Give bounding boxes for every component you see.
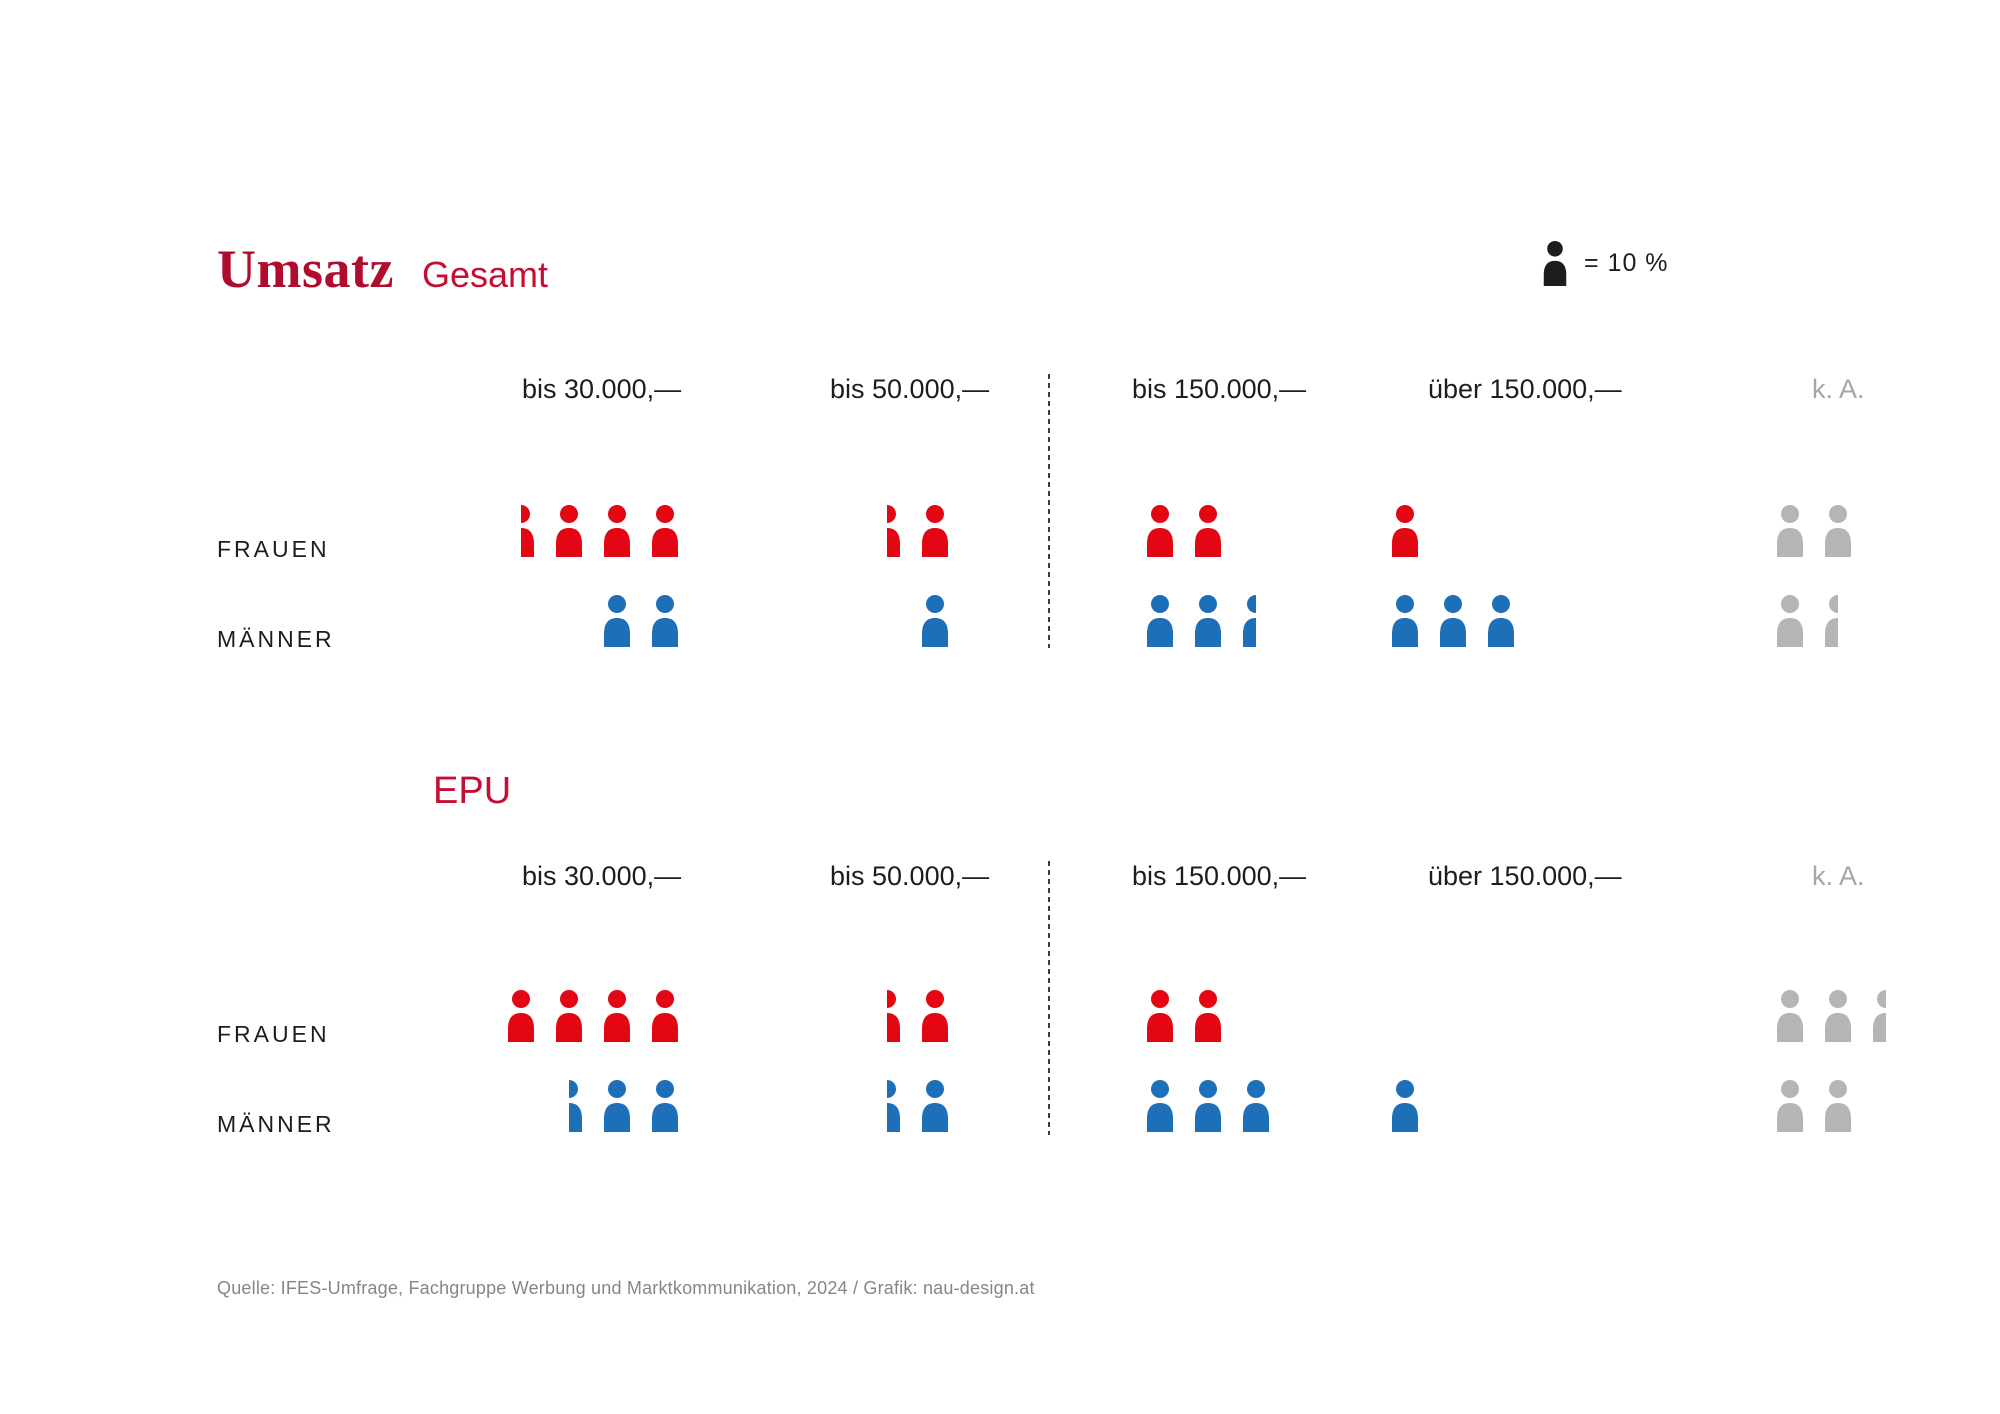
person-icon (1775, 505, 1805, 557)
pictogram-cell (1145, 990, 1223, 1042)
column-header-ueber-150000: über 150.000,— (1428, 861, 1622, 891)
person-icon (602, 595, 632, 647)
person-icon (1823, 990, 1853, 1042)
person-icon (1390, 1080, 1420, 1132)
person-icon (1193, 990, 1223, 1042)
pictogram-cell (920, 595, 950, 647)
pictogram-cell (1145, 1080, 1271, 1132)
person-icon (1542, 241, 1568, 286)
dashed-divider (1048, 374, 1050, 648)
person-icon (1775, 595, 1805, 647)
column-header-ka: k. A. (1812, 374, 1865, 404)
pictogram-cell (1390, 595, 1516, 647)
person-icon (1193, 505, 1223, 557)
person-icon (1775, 1080, 1805, 1132)
section-title-epu: EPU (433, 770, 512, 812)
person-icon (650, 505, 680, 557)
person-icon (920, 990, 950, 1042)
person-half-icon (569, 1080, 584, 1132)
person-icon (650, 595, 680, 647)
column-header-ueber-150000: über 150.000,— (1428, 374, 1622, 404)
pictogram-cell (602, 595, 680, 647)
column-header-bis-150000: bis 150.000,— (1132, 861, 1307, 891)
pictogram-cell (1145, 505, 1223, 557)
pictogram-cell (569, 1080, 680, 1132)
person-icon (1486, 595, 1516, 647)
column-header-bis-30000: bis 30.000,— (522, 861, 682, 891)
source-credit: Quelle: IFES-Umfrage, Fachgruppe Werbung und Marktkommunikation, 2024 / Grafik: nau-design.at (217, 1278, 1035, 1298)
person-icon (1145, 990, 1175, 1042)
person-icon (1193, 1080, 1223, 1132)
pictogram-cell (1145, 595, 1256, 647)
pictogram-cell (1775, 1080, 1853, 1132)
person-icon (506, 990, 536, 1042)
row-label-frauen: FRAUEN (217, 536, 330, 562)
row-label-maenner: MÄNNER (217, 626, 335, 652)
person-icon (1390, 595, 1420, 647)
person-half-icon (1241, 595, 1256, 647)
person-icon (1390, 505, 1420, 557)
pictogram-cell (1390, 1080, 1420, 1132)
person-half-icon (1823, 595, 1838, 647)
dashed-divider (1048, 861, 1050, 1135)
column-header-ka: k. A. (1812, 861, 1865, 891)
person-icon (1145, 1080, 1175, 1132)
person-icon (1775, 990, 1805, 1042)
person-icon (554, 505, 584, 557)
column-header-bis-50000: bis 50.000,— (830, 861, 990, 891)
person-half-icon (887, 990, 902, 1042)
pictogram-cell (887, 505, 950, 557)
person-icon (650, 990, 680, 1042)
pictogram-cell (1390, 505, 1420, 557)
pictogram-cell (1775, 990, 1886, 1042)
person-icon (1823, 505, 1853, 557)
person-icon (602, 1080, 632, 1132)
person-icon (1193, 595, 1223, 647)
person-icon (1438, 595, 1468, 647)
person-half-icon (1871, 990, 1886, 1042)
person-icon (650, 1080, 680, 1132)
person-half-icon (887, 505, 902, 557)
row-label-frauen: FRAUEN (217, 1021, 330, 1047)
pictogram-cell (887, 1080, 950, 1132)
column-header-bis-50000: bis 50.000,— (830, 374, 990, 404)
pictogram-cell (887, 990, 950, 1042)
legend (1542, 241, 1669, 286)
column-header-bis-30000: bis 30.000,— (522, 374, 682, 404)
pictogram-cell (506, 990, 680, 1042)
row-label-maenner: MÄNNER (217, 1111, 335, 1137)
column-header-bis-150000: bis 150.000,— (1132, 374, 1307, 404)
person-icon (602, 990, 632, 1042)
person-icon (1145, 595, 1175, 647)
person-half-icon (521, 505, 536, 557)
person-icon (1823, 1080, 1853, 1132)
legend-label: = 10 % (1584, 249, 1669, 277)
pictogram-cell (1775, 505, 1853, 557)
person-icon (1241, 1080, 1271, 1132)
person-icon (920, 505, 950, 557)
person-icon (1145, 505, 1175, 557)
person-icon (554, 990, 584, 1042)
person-icon (920, 595, 950, 647)
pictogram-cell (1775, 595, 1838, 647)
person-half-icon (887, 1080, 902, 1132)
page-title: Umsatz (217, 239, 394, 299)
pictogram-cell (521, 505, 680, 557)
person-icon (602, 505, 632, 557)
section-title-gesamt: Gesamt (421, 254, 548, 295)
person-icon (920, 1080, 950, 1132)
header (217, 238, 548, 300)
